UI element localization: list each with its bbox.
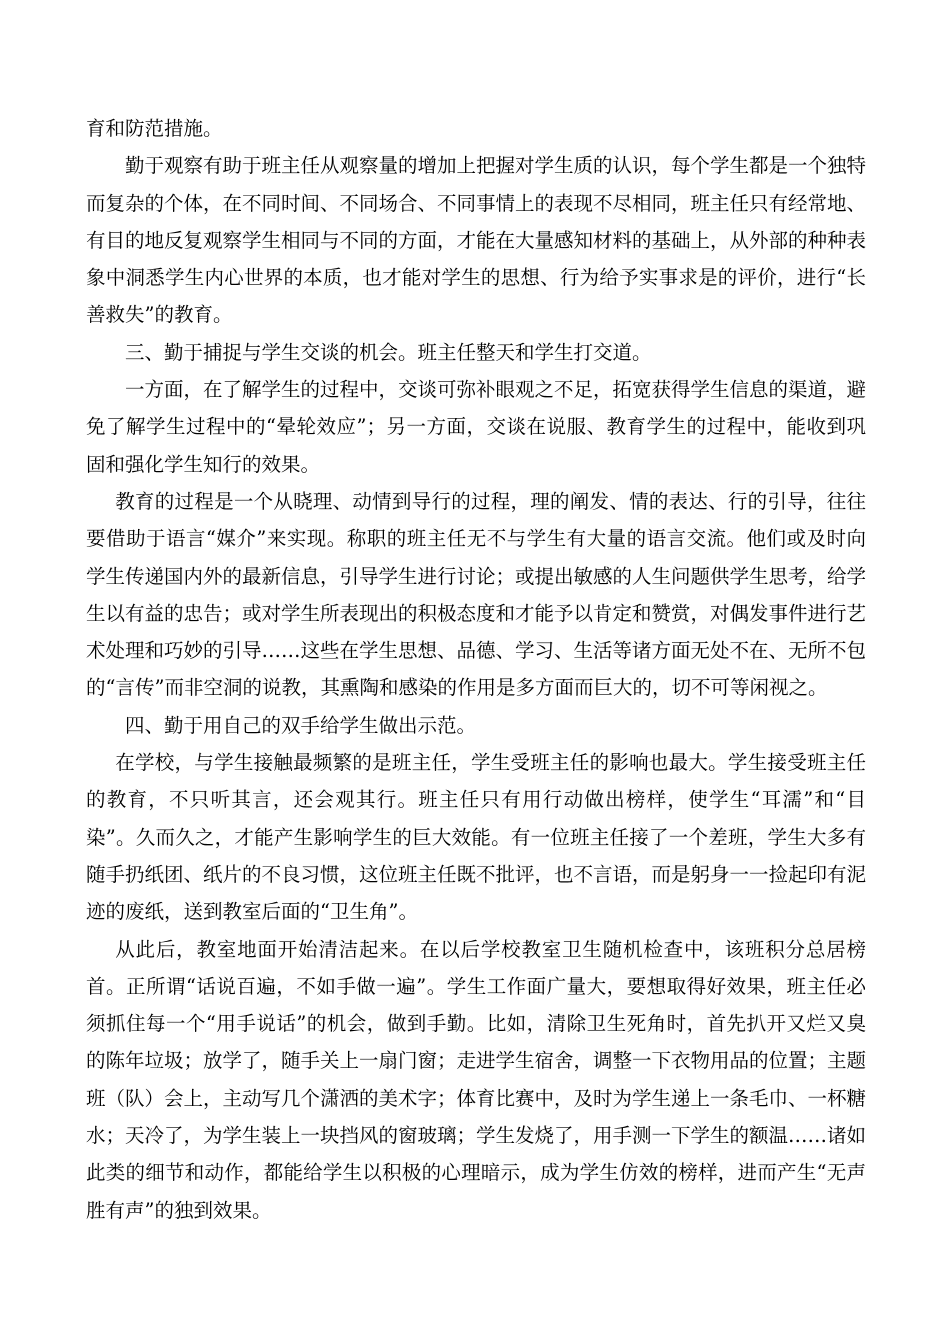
- paragraph-8: 从此后，教室地面开始清洁起来。在以后学校教室卫生随机检查中，该班积分总居榜首。正所谓“话说百遍，不如手做一遍”。学生工作面广量大，要想取得好效果，班主任必须抓住每一个“用手说话”的机会，做到手勤。比如，清除卫生死角时，首先扒开又烂又臭的陈年垃圾；放学了，随手关上一扇门窗；走进学生宿舍，调整一下衣物用品的位置；主题班（队）会上，主动写几个潇洒的美术字；体育比赛中，及时为学生递上一条毛巾、一杯糖水；天冷了，为学生装上一块挡风的窗玻璃；学生发烧了，用手测一下学生的额温……诸如此类的细节和动作，都能给学生以积极的心理暗示，成为学生仿效的榜样，进而产生“无声胜有声”的独到效果。: [86, 937, 867, 1222]
- paragraph-1: 育和防范措施。: [86, 117, 223, 140]
- paragraph-7: 在学校，与学生接触最频繁的是班主任，学生受班主任的影响也最大。学生接受班主任的教育，不只听其言，还会观其行。班主任只有用行动做出榜样，使学生“耳濡”和“目染”。久而久之，才能产生影响学生的巨大效能。有一位班主任接了一个差班，学生大多有随手扔纸团、纸片的不良习惯，这位班主任既不批评，也不言语，而是躬身一一捡起印有泥迹的废纸，送到教室后面的“卫生角”。: [86, 751, 867, 924]
- paragraph-4: 一方面，在了解学生的过程中，交谈可弥补眼观之不足，拓宽获得学生信息的渠道，避免了解学生过程中的“晕轮效应”；另一方面，交谈在说服、教育学生的过程中，能收到巩固和强化学生知行的效果。: [86, 378, 867, 476]
- paragraph-5: 教育的过程是一个从晓理、动情到导行的过程，理的阐发、情的表达、行的引导，往往要借助于语言“媒介”来实现。称职的班主任无不与学生有大量的语言交流。他们或及时向学生传递国内外的最新信息，引导学生进行讨论；或提出敏感的人生问题供学生思考，给学生以有益的忠告；或对学生所表现出的积极态度和才能予以肯定和赞赏，对偶发事件进行艺术处理和巧妙的引导……这些在学生思想、品德、学习、生活等诸方面无处不在、无所不包的“言传”而非空洞的说教，其熏陶和感染的作用是多方面而巨大的，切不可等闲视之。: [86, 489, 867, 700]
- section-heading-4: 四、勤于用自己的双手给学生做出示范。: [125, 713, 477, 737]
- paragraph-2: 勤于观察有助于班主任从观察量的增加上把握对学生质的认识，每个学生都是一个独特而复杂的个体，在不同时间、不同场合、不同事情上的表现不尽相同，班主任只有经常地、有目的地反复观察学生相同与不同的方面，才能在大量感知材料的基础上，从外部的种种表象中洞悉学生内心世界的本质，也才能对学生的思想、行为给予实事求是的评价，进行“长善救失”的教育。: [86, 154, 867, 327]
- document-body: [86, 110, 866, 1229]
- section-heading-3: 三、勤于捕捉与学生交谈的机会。班主任整天和学生打交道。: [125, 340, 652, 364]
